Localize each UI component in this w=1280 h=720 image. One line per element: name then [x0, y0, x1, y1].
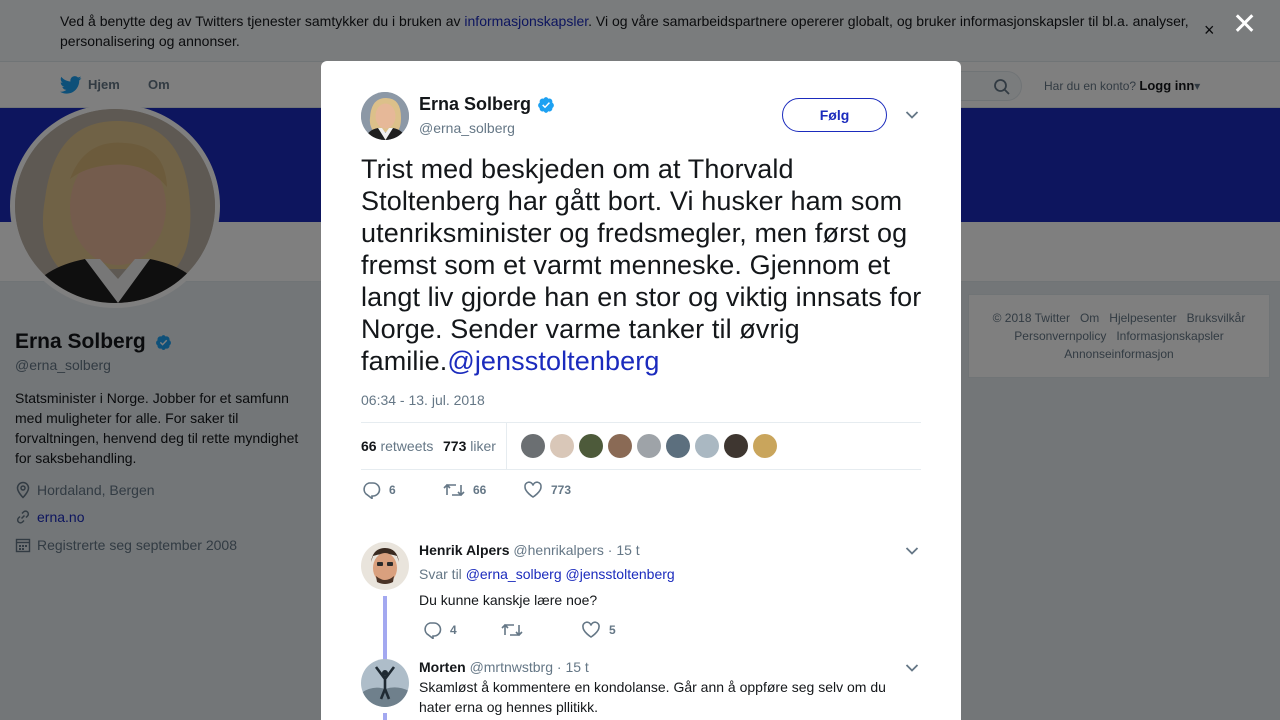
likes-stat[interactable] — [443, 438, 496, 454]
liker-avatar[interactable] — [695, 434, 719, 458]
retweets-stat[interactable] — [361, 438, 433, 454]
reply-icon[interactable] — [361, 481, 381, 499]
liker-avatar[interactable] — [724, 434, 748, 458]
tweet-timestamp[interactable]: 06:34 - 13. jul. 2018 — [361, 392, 485, 408]
reply-actions — [361, 621, 921, 641]
tweet-actions — [361, 481, 921, 501]
reply-author-handle[interactable]: @henrikalpers — [513, 542, 604, 558]
tweet-mention-link[interactable]: @jensstoltenberg — [447, 346, 660, 376]
liker-avatars — [521, 434, 782, 458]
like-count[interactable]: 773 — [551, 483, 572, 497]
chevron-down-icon[interactable] — [905, 546, 919, 556]
likes-count[interactable]: 773 — [443, 438, 467, 454]
tweet-body: Trist med beskjeden om at Thorvald Stoltenberg har gått bort. Vi husker ham som utenriksminister og fredsmegler, men først og fremst som et varmt menneske. Gjennom et langt liv gjorde han en stor og viktig innsats for Norge. Sender varme tanker til øvrig familie. — [361, 154, 922, 376]
retweets-count[interactable]: 66 — [361, 438, 377, 454]
retweet-count[interactable]: 66 — [473, 483, 487, 497]
heart-icon[interactable] — [581, 621, 601, 639]
reply-author-name[interactable]: Henrik Alpers — [419, 542, 510, 558]
chevron-down-icon[interactable] — [905, 663, 919, 673]
reply-item[interactable] — [361, 659, 921, 720]
reply-avatar[interactable] — [361, 659, 409, 707]
reply-to-line — [419, 566, 675, 582]
tweet-modal — [321, 61, 961, 720]
retweet-icon[interactable] — [501, 621, 523, 639]
liker-avatar[interactable] — [608, 434, 632, 458]
tweet-stats — [361, 422, 921, 470]
liker-avatar[interactable] — [550, 434, 574, 458]
retweets-label[interactable]: retweets — [380, 438, 434, 454]
like-button[interactable] — [581, 621, 616, 639]
liker-avatar[interactable] — [753, 434, 777, 458]
like-count[interactable]: 5 — [609, 623, 616, 637]
reply-item[interactable] — [361, 542, 921, 672]
stats-divider — [506, 423, 507, 469]
liker-avatar[interactable] — [666, 434, 690, 458]
author-name-text[interactable]: Erna Solberg — [419, 94, 532, 114]
thread-line — [383, 713, 387, 720]
reply-text: Du kunne kanskje lære noe? — [419, 592, 598, 608]
reply-author-handle[interactable]: @mrtnwstbrg — [469, 659, 554, 675]
reply-count[interactable]: 6 — [389, 483, 396, 497]
reply-button[interactable] — [422, 621, 457, 639]
liker-avatar[interactable] — [579, 434, 603, 458]
reply-header — [419, 659, 589, 675]
retweet-button[interactable] — [501, 621, 523, 639]
reply-avatar[interactable] — [361, 542, 409, 590]
heart-icon[interactable] — [523, 481, 543, 499]
verified-icon — [537, 96, 555, 114]
reply-time[interactable]: · 15 t — [607, 542, 640, 558]
reply-button[interactable] — [361, 481, 396, 499]
author-handle[interactable]: @erna_solberg — [419, 120, 515, 136]
reply-to-label: Svar til — [419, 566, 462, 582]
likes-label[interactable]: liker — [470, 438, 496, 454]
tweet-text — [361, 153, 931, 377]
retweet-button[interactable] — [443, 481, 486, 499]
close-icon[interactable]: ✕ — [1232, 8, 1258, 41]
liker-avatar[interactable] — [521, 434, 545, 458]
reply-to-mentions[interactable]: @erna_solberg @jensstoltenberg — [465, 566, 675, 582]
follow-button[interactable]: Følg — [782, 98, 887, 132]
author-name[interactable] — [419, 94, 555, 115]
liker-avatar[interactable] — [637, 434, 661, 458]
reply-time[interactable]: · 15 t — [556, 659, 589, 675]
reply-count[interactable]: 4 — [450, 623, 457, 637]
chevron-down-icon[interactable] — [905, 110, 919, 120]
reply-icon[interactable] — [422, 621, 442, 639]
author-avatar[interactable] — [361, 92, 409, 140]
reply-author-name[interactable]: Morten — [419, 659, 466, 675]
reply-header — [419, 542, 640, 558]
like-button[interactable] — [523, 481, 571, 499]
reply-text: Skamløst å kommentere en kondolanse. Går ann å oppføre seg selv om du hater erna og hennes pllitikk. — [419, 679, 886, 715]
retweet-icon[interactable] — [443, 481, 465, 499]
